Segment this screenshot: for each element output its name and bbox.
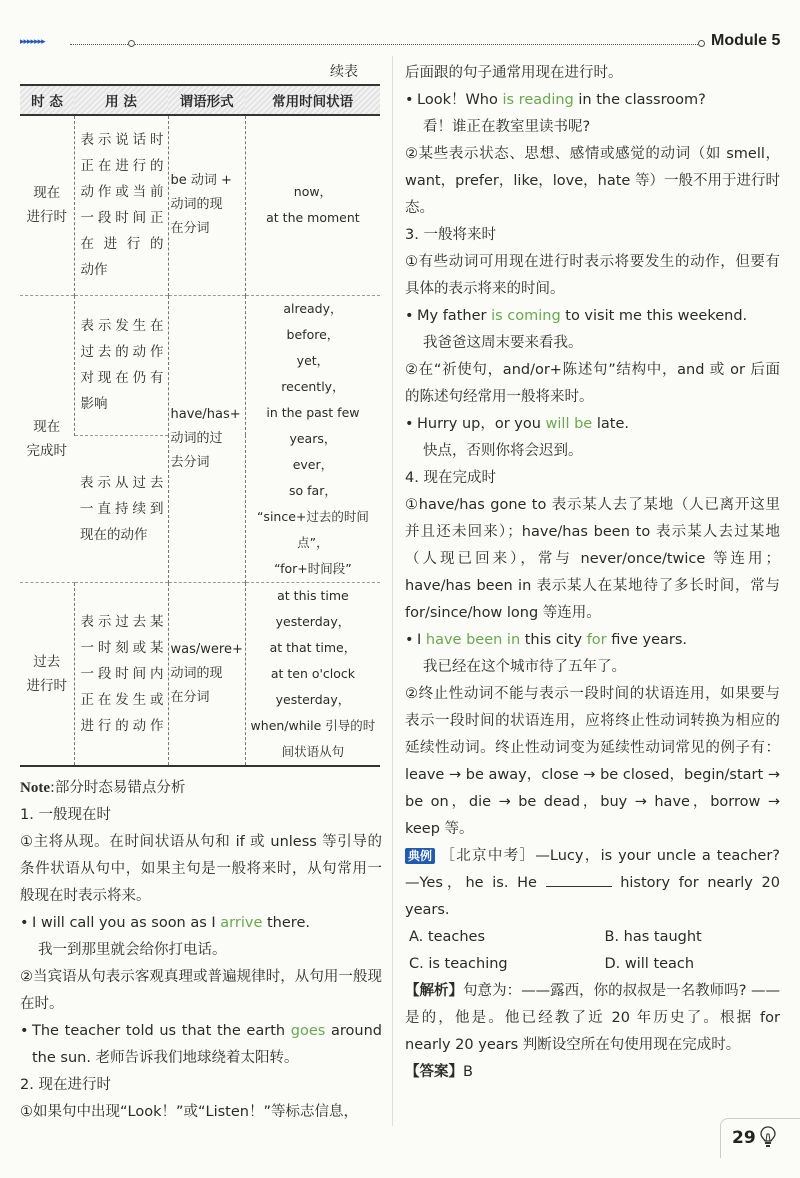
highlight-text: arrive	[220, 914, 263, 931]
question-text: ［北京中考］—Lucy，is your uncle a teacher? —Yes，he is. He	[405, 848, 780, 891]
adverbial-cell	[245, 582, 380, 766]
tense-cell	[20, 115, 74, 295]
usage-cell	[74, 582, 168, 766]
usage-cell	[74, 115, 168, 295]
example-text: around the sun. 老师告诉我们地球绕着太阳转。	[32, 1022, 383, 1066]
form-line: be 动词 +	[170, 173, 232, 189]
paragraph: ②终止性动词不能与表示一段时间的状语连用，如果要与表示一段时间的状语连用，应将终止性动词转换为相应的延续性动词。终止性动词变为延续性动词常见的例子有：leave → be away，close → be closed，begin/start → be on，die → be dead，buy → have，borrow → keep 等。	[405, 686, 780, 837]
left-column	[20, 60, 382, 1126]
adverbial-line: at that time，	[269, 639, 357, 655]
example-text: I	[417, 632, 426, 648]
header-dotted-line	[70, 44, 700, 45]
example-translation: 看！谁正在教室里读书呢?	[423, 119, 591, 135]
usage-line: 进行的动作	[80, 717, 164, 734]
header-arrows: ▸▸▸▸▸▸▸	[20, 37, 45, 47]
example-text: there.	[262, 914, 310, 931]
paragraph: ①主将从现。在时间状语从句和 if 或 unless 等引导的条件状语从句中，如果主句是一般将来时，从句常用一般现在时表示将来。	[20, 833, 382, 904]
header-circle-right	[698, 40, 705, 47]
header-circle-left	[128, 40, 135, 47]
section-title: 3. 一般将来时	[405, 227, 496, 243]
adverbial-line: 间状语从句	[281, 743, 345, 759]
example-sentence	[405, 627, 780, 654]
example-sentence	[20, 1018, 382, 1072]
adverbial-line: “for+时间段”	[274, 560, 352, 576]
table-row-present-continuous	[20, 115, 380, 295]
question-text: history for nearly 20 years.	[405, 875, 780, 918]
adverbial-line: when/while 引导的时	[250, 717, 376, 733]
paragraph: ①have/has gone to 表示某人去了某地（人已离开这里并且还未回来）；have/has been to 表示某人去过某地（人现已回来），常与 never/once/twice 等连用；have/has been in 表示某人在某地待了多长时间，常与 for/since/how long 等连用。	[405, 497, 780, 621]
lightbulb-icon	[760, 1126, 776, 1148]
example-text: to visit me this weekend.	[560, 308, 748, 324]
option-d: D. will teach	[604, 956, 695, 972]
table-row-present-perfect-1	[20, 295, 380, 435]
usage-line: 表示说话时	[80, 132, 164, 149]
example-translation: 我一到那里就会给你打电话。	[38, 941, 227, 958]
example-text: Look！Who	[417, 92, 503, 108]
usage-line: 正在发生或	[80, 691, 164, 708]
usage-line: 一段时间内	[80, 665, 164, 682]
example-sentence	[20, 910, 382, 937]
adverbial-line: recently，	[281, 378, 345, 394]
analysis-text: 句意为：——露西，你的叔叔是一名教师吗? ——是的，他是。他已经教了近 20 年历史了。根据 for nearly 20 years 判断设空所在句使用现在完成时。	[405, 983, 781, 1053]
adverbial-line: before，	[286, 326, 340, 342]
highlight-text: goes	[290, 1022, 326, 1039]
highlight-text: is coming	[491, 308, 561, 324]
paragraph: ②当宾语从句表示客观真理或普遍规律时，从句用一般现在时。	[20, 968, 382, 1012]
tense-line: 完成时	[26, 442, 67, 459]
answer-text: B	[463, 1064, 473, 1080]
header-adverbials: 常用时间状语	[245, 85, 380, 115]
analysis-label: 【解析】	[405, 983, 464, 999]
example-text: five years.	[606, 632, 688, 648]
header-tense: 时 态	[20, 85, 74, 115]
adverbial-line: at the moment	[266, 210, 360, 226]
section-title: 2. 现在进行时	[20, 1076, 111, 1093]
usage-line: 对现在仍有	[80, 370, 164, 387]
highlight-text: will be	[545, 416, 593, 432]
usage-line: 表示发生在	[80, 318, 164, 335]
usage-line: 动作或当前	[80, 184, 164, 201]
form-line: 动词的现	[170, 197, 223, 213]
section-title: 4. 现在完成时	[405, 470, 496, 486]
form-line: 在分词	[170, 221, 210, 237]
header-usage: 用 法	[74, 85, 168, 115]
tense-line: 进行时	[26, 209, 67, 226]
form-cell	[168, 582, 245, 766]
form-cell	[168, 295, 245, 582]
tense-line: 现在	[33, 418, 61, 435]
form-line: 去分词	[170, 454, 210, 470]
option-b: B. has taught	[604, 929, 702, 945]
usage-cell	[74, 295, 168, 435]
paragraph: 后面跟的句子通常用现在进行时。	[405, 65, 623, 81]
example-sentence	[405, 87, 780, 114]
highlight-text: for	[586, 632, 607, 648]
adverbial-line: already，	[283, 300, 343, 316]
tense-line: 进行时	[26, 677, 67, 694]
example-text: Hurry up，or you	[417, 416, 546, 432]
right-column	[405, 60, 780, 1086]
adverbial-line: ever，	[292, 456, 334, 472]
option-a: A. teaches	[409, 929, 486, 945]
example-translation: 快点，否则你将会迟到。	[423, 443, 583, 459]
analysis	[405, 978, 780, 1059]
adverbial-line: so far，	[289, 482, 337, 498]
table-header-row	[20, 85, 380, 115]
example-text: in the classroom?	[573, 92, 706, 108]
header-form: 谓语形式	[168, 85, 245, 115]
form-line: was/were+	[170, 641, 243, 657]
usage-line: 正在进行的	[80, 158, 164, 175]
usage-line: 现在的动作	[80, 526, 148, 543]
note-heading	[20, 775, 382, 802]
example-text: late.	[592, 416, 629, 432]
tense-table	[20, 84, 380, 767]
answer-blank	[546, 873, 612, 887]
usage-line: 表示过去某	[80, 613, 164, 630]
tense-line: 现在	[33, 185, 61, 202]
example-translation: 我已经在这个城市待了五年了。	[423, 659, 626, 675]
adverbial-cell	[245, 115, 380, 295]
option-c: C. is teaching	[409, 956, 508, 972]
note-label: Note	[20, 779, 50, 796]
options-grid	[405, 924, 780, 978]
tense-line: 过去	[33, 653, 61, 670]
answer-label: 【答案】	[405, 1064, 463, 1080]
paragraph: ①有些动词可用现在进行时表示将要发生的动作，但要有具体的表示将来的时间。	[405, 254, 780, 297]
tense-cell	[20, 582, 74, 766]
highlight-text: is reading	[502, 92, 574, 108]
column-divider	[392, 56, 393, 1126]
example-question	[405, 843, 780, 924]
adverbial-line: in the past few years，	[266, 404, 360, 446]
paragraph: ②某些表示状态、思想、感情或感觉的动词（如 smell，want，prefer，like，love，hate 等）一般不用于进行时态。	[405, 146, 780, 216]
usage-line: 影响	[80, 396, 108, 413]
form-line: 动词的现	[170, 665, 223, 681]
usage-line: 在 进 行 的	[80, 236, 164, 253]
example-tag: 典例	[405, 848, 435, 864]
note-text: :部分时态易错点分析	[50, 779, 186, 796]
highlight-text: have been in	[425, 632, 521, 648]
table-caption: 续表	[330, 64, 358, 80]
example-sentence	[405, 411, 780, 438]
example-sentence	[405, 303, 780, 330]
page-number: 29	[732, 1128, 756, 1148]
adverbial-line: at this time yesterday，	[275, 587, 351, 629]
usage-line: 一段时间正	[80, 210, 164, 227]
usage-line: 动作	[80, 262, 108, 279]
example-text: The teacher told us that the earth	[32, 1022, 291, 1039]
section-title: 1. 一般现在时	[20, 806, 111, 823]
example-text: My father	[417, 308, 492, 324]
usage-line: 过去的动作	[80, 344, 164, 361]
paragraph: ②在“祈使句，and/or+陈述句”结构中，and 或 or 后面的陈述句经常用一般将来时。	[405, 362, 780, 405]
adverbial-line: now，	[293, 184, 333, 200]
form-line: 动词的过	[170, 430, 223, 446]
form-line: 在分词	[170, 689, 210, 705]
example-text: I will call you as soon as I	[32, 914, 221, 931]
tense-cell	[20, 295, 74, 582]
usage-line: 表示从过去	[80, 474, 164, 491]
example-translation: 我爸爸这周末要来看我。	[423, 335, 583, 351]
module-title: Module 5	[711, 32, 781, 49]
usage-line: 一时刻或某	[80, 639, 164, 656]
form-line: have/has+	[170, 406, 241, 422]
answer	[405, 1059, 780, 1086]
paragraph: ①如果句中出现“Look！”或“Listen！”等标志信息，	[20, 1103, 358, 1120]
example-text: this city	[520, 632, 587, 648]
adverbial-cell	[245, 295, 380, 582]
left-notes	[20, 775, 382, 1126]
usage-cell	[74, 435, 168, 582]
table-row-past-continuous	[20, 582, 380, 766]
usage-line: 一直持续到	[80, 500, 164, 517]
form-cell	[168, 115, 245, 295]
adverbial-line: yet，	[296, 352, 330, 368]
adverbial-line: at ten o'clock yesterday，	[270, 665, 356, 707]
adverbial-line: “since+过去的时间点”，	[256, 508, 369, 550]
